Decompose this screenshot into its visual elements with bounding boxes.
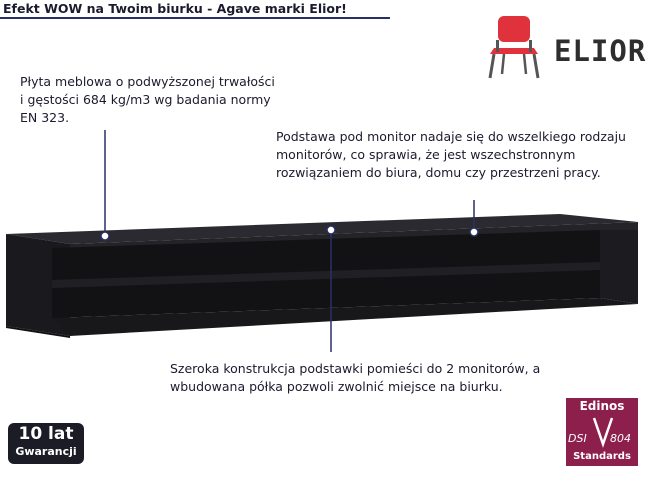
material-description: Płyta meblowa o podwyższonej trwałości i gęstości 684 kg/m3 wg badania normy EN 323.: [20, 74, 275, 125]
page-title: Efekt WOW na Twoim biurku - Agave marki Elior!: [3, 1, 347, 16]
brand-name: ELIOR: [554, 34, 647, 68]
monitor-stand: [6, 214, 638, 338]
certificate-left: DSI: [568, 432, 587, 445]
certificate-label: Standards: [573, 451, 631, 462]
certificate-number: 804: [610, 432, 631, 445]
certificate-brand: Edinos: [579, 399, 625, 413]
leader-dot-usage: [470, 228, 478, 236]
warranty-badge: [8, 423, 84, 464]
warranty-years: 10 lat: [18, 424, 74, 444]
leader-dot-material: [101, 232, 109, 240]
usage-description: Podstawa pod monitor nadaje się do wszelkiego rodzaju monitorów, co sprawia, że jest wszechstronnym rozwiązaniem do biura, domu czy przestrzeni pracy.: [276, 129, 626, 180]
warranty-label: Gwarancji: [15, 445, 77, 458]
certificate-badge: [566, 398, 638, 466]
construction-description: Szeroka konstrukcja podstawki pomieści do 2 monitorów, a wbudowana półka pozwoli zwolnić miejsce na biurku.: [170, 361, 541, 394]
leader-dot-construction: [327, 226, 335, 234]
